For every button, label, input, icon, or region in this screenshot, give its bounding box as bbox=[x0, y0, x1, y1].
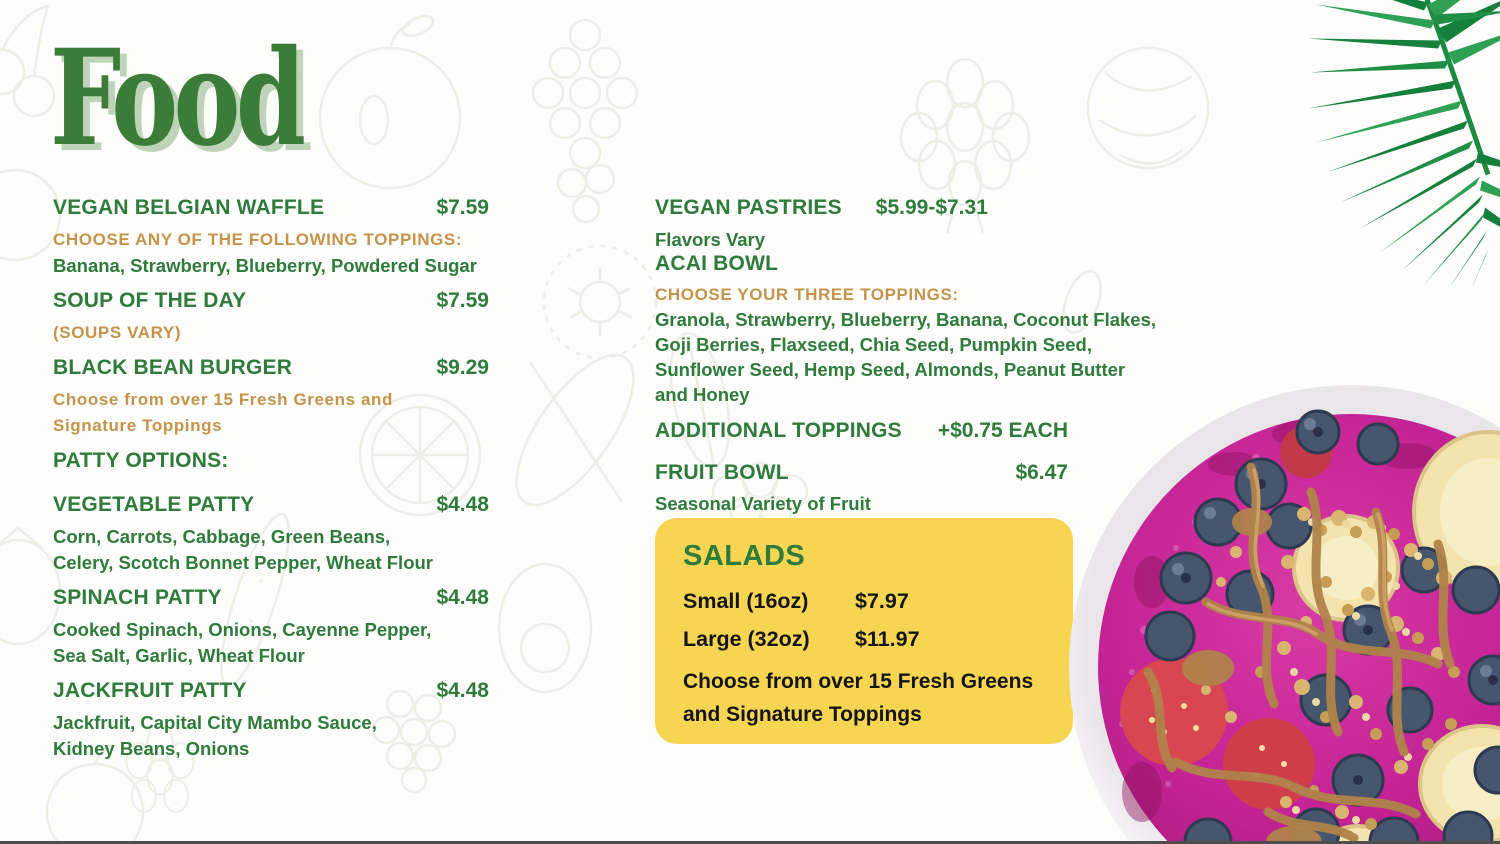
item-price: $4.48 bbox=[436, 493, 489, 516]
menu-item-spinach-patty bbox=[53, 586, 489, 669]
item-description: Flavors Vary bbox=[655, 229, 766, 250]
item-description: Sea Salt, Garlic, Wheat Flour bbox=[53, 645, 305, 666]
salads-size-small bbox=[683, 589, 1045, 614]
right-column bbox=[655, 196, 1157, 516]
menu-item-black-bean-burger bbox=[53, 356, 489, 439]
acai-bowl-photo bbox=[1056, 372, 1500, 844]
item-description: Seasonal Variety of Fruit bbox=[655, 493, 871, 514]
menu-item-additional-toppings bbox=[655, 419, 1075, 443]
section-heading: PATTY OPTIONS: bbox=[53, 449, 229, 472]
item-description: and Honey bbox=[655, 384, 750, 405]
item-description: Sunflower Seed, Hemp Seed, Almonds, Peanut Butter bbox=[655, 359, 1126, 380]
page-title: Food bbox=[50, 21, 302, 176]
item-name: VEGETABLE PATTY bbox=[53, 493, 255, 516]
grapes-outline-icon bbox=[533, 20, 637, 222]
menu-item-vegan-pastries bbox=[655, 196, 1075, 252]
item-price: $5.99-$7.31 bbox=[875, 196, 988, 219]
salads-size-large bbox=[683, 627, 1045, 652]
size-label: Small (16oz) bbox=[683, 589, 809, 613]
menu-item-vegan-belgian-waffle bbox=[53, 196, 489, 279]
item-note: CHOOSE YOUR THREE TOPPINGS: bbox=[655, 285, 959, 304]
item-description: Goji Berries, Flaxseed, Chia Seed, Pumpkin Seed, bbox=[655, 334, 1092, 355]
size-price: $7.97 bbox=[855, 589, 909, 613]
item-name: SPINACH PATTY bbox=[53, 586, 222, 609]
menu-item-vegetable-patty bbox=[53, 493, 489, 576]
item-name: ACAI BOWL bbox=[655, 252, 779, 275]
avocado-outline-icon bbox=[499, 564, 591, 692]
fruit-circle-outline-icon bbox=[0, 170, 60, 260]
cabbage-outline-icon bbox=[1088, 48, 1208, 168]
apple-outline-icon bbox=[320, 12, 460, 188]
item-description: Granola, Strawberry, Blueberry, Banana, Coconut Flakes, bbox=[655, 309, 1157, 330]
item-price: $6.47 bbox=[1015, 461, 1068, 484]
salads-note: Choose from over 15 Fresh Greens bbox=[683, 670, 1034, 693]
item-price: +$0.75 EACH bbox=[937, 419, 1068, 442]
size-label: Large (32oz) bbox=[683, 627, 810, 651]
item-description: Jackfruit, Capital City Mambo Sauce, bbox=[53, 712, 377, 733]
kiwi-outline-icon bbox=[544, 246, 656, 358]
item-price: $9.29 bbox=[436, 356, 489, 379]
salads-title: SALADS bbox=[683, 540, 806, 572]
item-name: VEGAN BELGIAN WAFFLE bbox=[53, 196, 325, 219]
item-description: Kidney Beans, Onions bbox=[53, 738, 250, 759]
menu-item-fruit-bowl bbox=[655, 461, 1075, 516]
item-name: BLACK BEAN BURGER bbox=[53, 356, 293, 379]
item-note: (SOUPS VARY) bbox=[53, 323, 182, 342]
oak-leaf-outline-icon bbox=[495, 337, 655, 522]
item-price: $4.48 bbox=[436, 586, 489, 609]
item-price: $7.59 bbox=[436, 196, 489, 219]
menu-item-soup-of-the-day bbox=[53, 289, 489, 346]
item-name: SOUP OF THE DAY bbox=[53, 289, 247, 312]
salads-box bbox=[655, 518, 1073, 744]
item-description: Celery, Scotch Bonnet Pepper, Wheat Flour bbox=[53, 552, 433, 573]
item-note: Signature Toppings bbox=[53, 416, 223, 435]
item-name: FRUIT BOWL bbox=[655, 461, 789, 484]
item-price: $4.48 bbox=[436, 679, 489, 702]
item-price: $7.59 bbox=[436, 289, 489, 312]
item-name: VEGAN PASTRIES bbox=[655, 196, 842, 219]
strawberry-outline-icon bbox=[0, 528, 60, 644]
menu-item-jackfruit-patty bbox=[53, 679, 489, 762]
item-note: Choose from over 15 Fresh Greens and bbox=[53, 390, 393, 409]
size-price: $11.97 bbox=[855, 627, 920, 651]
item-note: CHOOSE ANY OF THE FOLLOWING TOPPINGS: bbox=[53, 230, 463, 249]
item-name: ADDITIONAL TOPPINGS bbox=[655, 419, 902, 442]
palm-leaf-image bbox=[1310, 0, 1500, 285]
item-description: Cooked Spinach, Onions, Cayenne Pepper, bbox=[53, 619, 432, 640]
salads-note: and Signature Toppings bbox=[683, 703, 922, 726]
left-column bbox=[53, 196, 489, 772]
item-description: Corn, Carrots, Cabbage, Green Beans, bbox=[53, 526, 391, 547]
menu-item-acai-bowl bbox=[655, 252, 1157, 407]
item-description: Banana, Strawberry, Blueberry, Powdered Sugar bbox=[53, 255, 477, 276]
cherries-outline-icon bbox=[0, 6, 54, 116]
item-name: JACKFRUIT PATTY bbox=[53, 679, 247, 702]
section-heading-patty-options bbox=[53, 449, 489, 473]
